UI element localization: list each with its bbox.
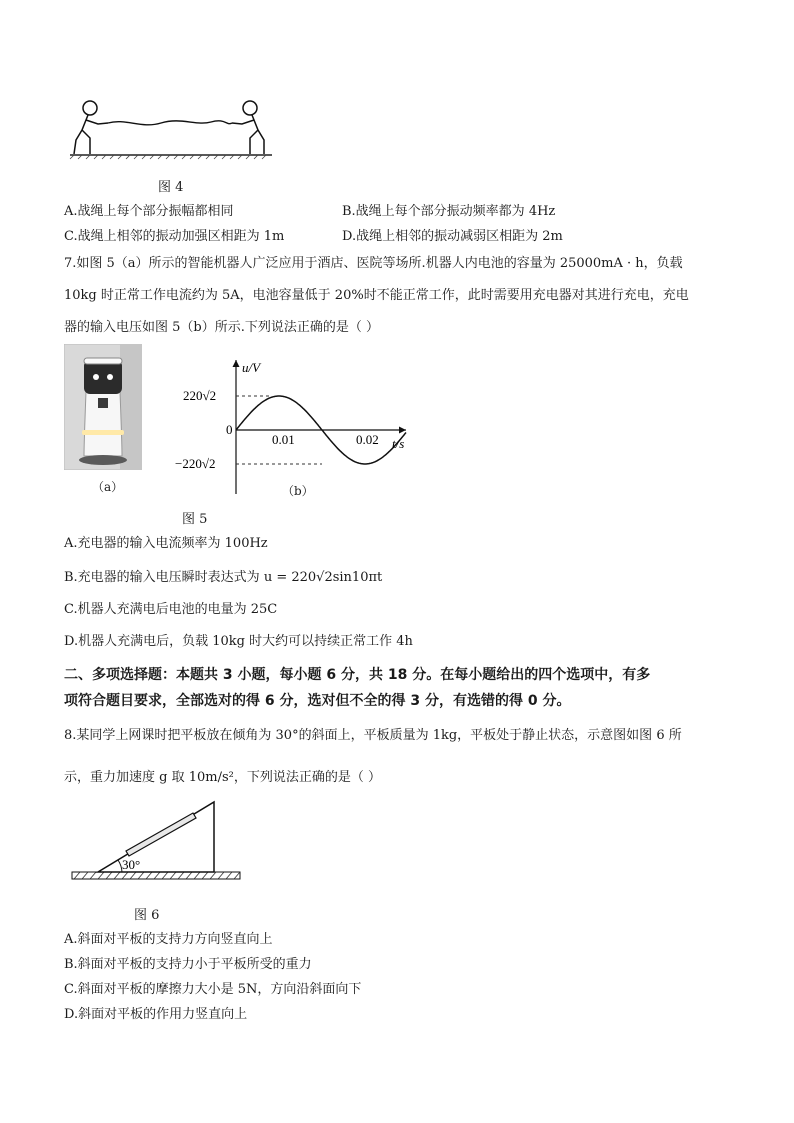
rope: [108, 121, 232, 125]
q6-option-d[interactable]: D.战绳上相邻的振动减弱区相距为 2m: [342, 229, 563, 244]
q8-option-b[interactable]: B.斜面对平板的支持力小于平板所受的重力: [64, 957, 312, 972]
u-max-label: 220√2: [183, 388, 217, 403]
q7-option-d[interactable]: D.机器人充满电后，负载 10kg 时大约可以持续正常工作 4h: [64, 634, 413, 649]
figure-5b-label: （b）: [282, 484, 314, 498]
t-axis-label: t/s: [392, 436, 405, 451]
angle-label: 30°: [122, 857, 141, 872]
q8-option-c[interactable]: C.斜面对平板的摩擦力大小是 5N，方向沿斜面向下: [64, 982, 362, 997]
q6-option-a[interactable]: A.战绳上每个部分振幅都相同: [64, 204, 234, 219]
q7-stem-line1: 7.如图 5（a）所示的智能机器人广泛应用于酒店、医院等场所.机器人内电池的容量为 25000mA · h，负载: [64, 256, 683, 271]
q6-option-b[interactable]: B.战绳上每个部分振动频率都为 4Hz: [342, 204, 556, 219]
q8-option-a[interactable]: A.斜面对平板的支持力方向竖直向上: [64, 932, 273, 947]
q7-stem-line3: 器的输入电压如图 5（b）所示.下列说法正确的是（ ）: [64, 320, 379, 335]
t-tick-001: 0.01: [272, 432, 295, 447]
q7-stem-line2: 10kg 时正常工作电流约为 5A，电池容量低于 20%时不能正常工作，此时需要用充电器对其进行充电，充电: [64, 288, 689, 303]
q8-option-d[interactable]: D.斜面对平板的作用力竖直向上: [64, 1007, 248, 1022]
q8-stem-line2: 示，重力加速度 g 取 10m/s²，下列说法正确的是（ ）: [64, 770, 381, 785]
figure-6-caption: 图 6: [134, 908, 160, 923]
figure-5b-voltage-graph: [170, 354, 420, 500]
right-person-icon: [232, 101, 264, 154]
figure-4-caption: 图 4: [158, 180, 184, 195]
q7-option-b[interactable]: B.充电器的输入电压瞬时表达式为 u = 220√2sin10πt: [64, 570, 383, 585]
q6-option-c[interactable]: C.战绳上相邻的振动加强区相距为 1m: [64, 229, 285, 244]
q7-option-a[interactable]: A.充电器的输入电流频率为 100Hz: [64, 536, 268, 551]
figure-5-caption: 图 5: [182, 512, 208, 527]
left-person-icon: [74, 101, 108, 154]
figure-5a-robot-photo: [64, 344, 142, 470]
u-axis-label: u/V: [242, 360, 261, 375]
figure-4-battle-rope: [66, 96, 276, 160]
figure-6-incline: [68, 796, 248, 896]
figure-5a-label: （a）: [92, 480, 124, 494]
origin-label: 0: [226, 422, 233, 437]
t-tick-002: 0.02: [356, 432, 379, 447]
q8-stem-line1: 8.某同学上网课时把平板放在倾角为 30°的斜面上，平板质量为 1kg，平板处于静止状态，示意图如图 6 所: [64, 728, 682, 743]
section-2-header-line2: 项符合题目要求，全部选对的得 6 分，选对但不全的得 3 分，有选错的得 0 分。: [64, 693, 571, 709]
section-2-header-line1: 二、多项选择题：本题共 3 小题，每小题 6 分，共 18 分。在每小题给出的四个选项中，有多: [64, 667, 651, 683]
u-min-label: −220√2: [175, 456, 216, 471]
q7-option-c[interactable]: C.机器人充满电后电池的电量为 25C: [64, 602, 278, 617]
